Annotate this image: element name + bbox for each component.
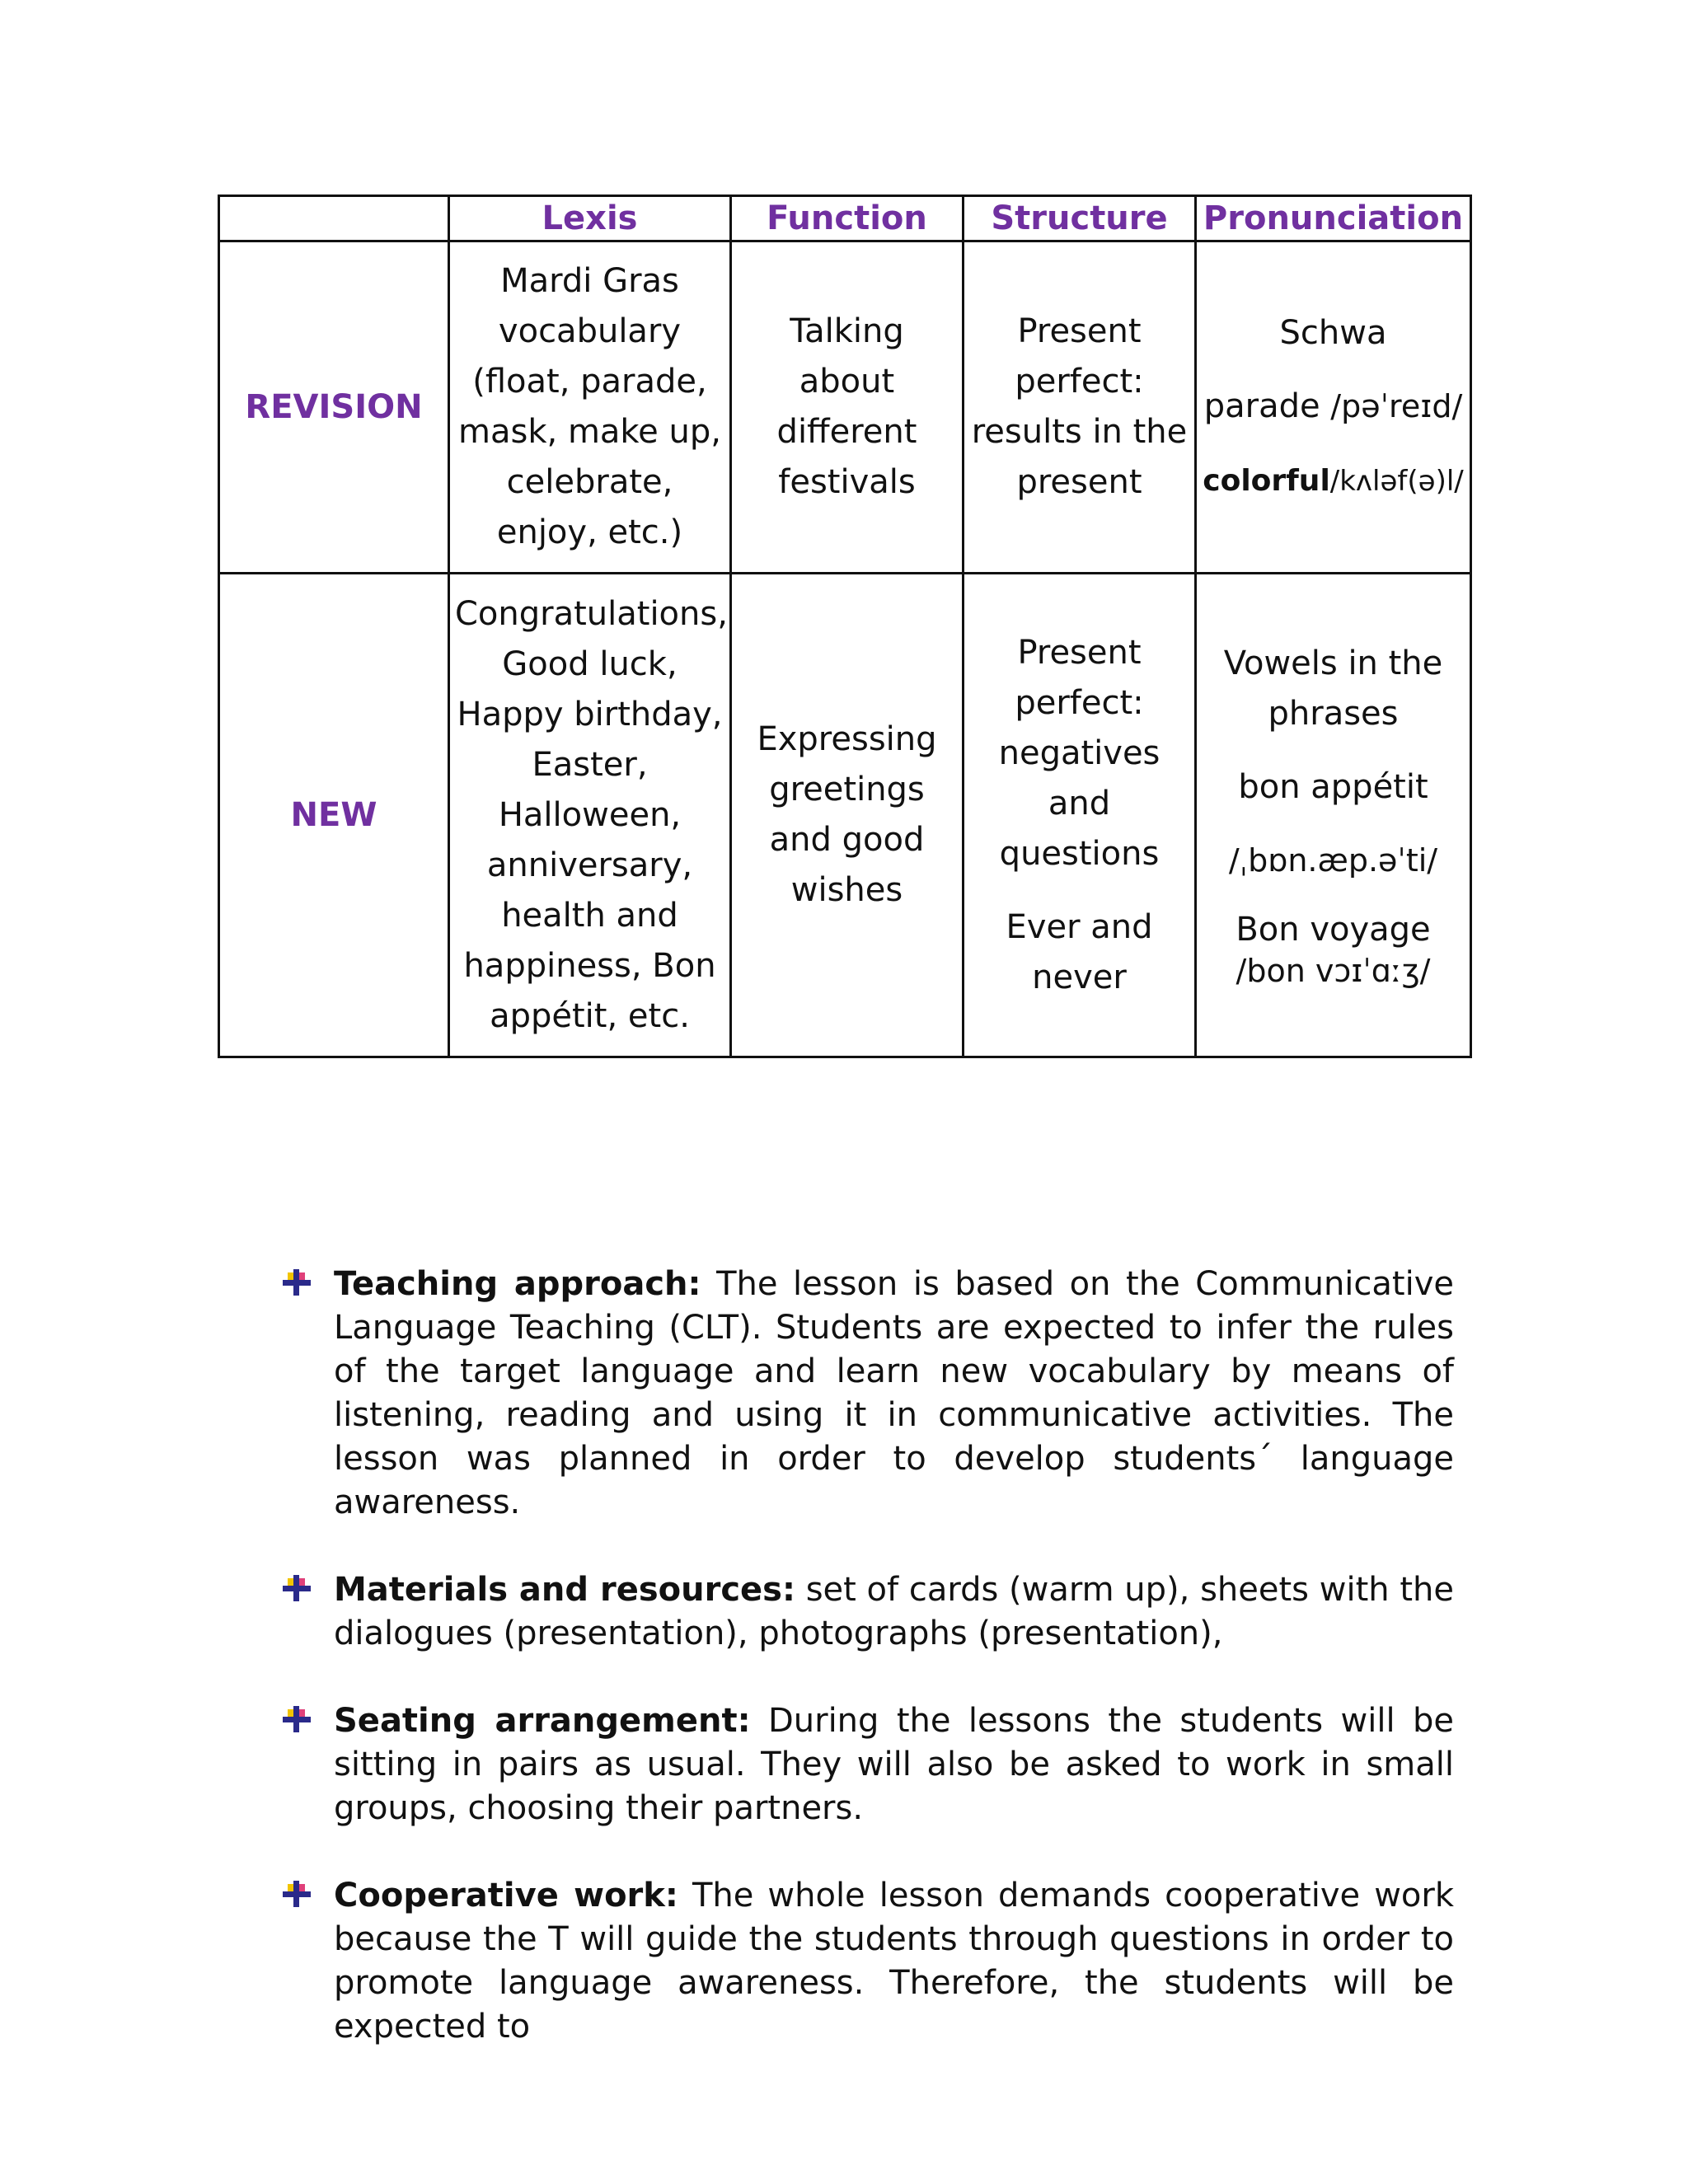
- pronunciation-title: phrases: [1268, 695, 1399, 733]
- revision-function-cell: [731, 241, 964, 574]
- bullet-text: During the lessons the students will be sitting in pairs as usual. They will also be asked to work in small groups, choosing their partners.: [334, 1702, 1454, 1827]
- bullet-label: Teaching approach:: [334, 1265, 701, 1303]
- bullet-label: Seating arrangement:: [334, 1702, 751, 1740]
- header-function: Function: [731, 196, 964, 241]
- header-structure: Structure: [964, 196, 1196, 241]
- revision-function-line: Talking: [790, 312, 904, 350]
- new-structure-line: perfect:: [1015, 683, 1144, 722]
- header-lexis: Lexis: [449, 196, 731, 241]
- example-ipa: /pəˈreɪd/: [1330, 387, 1463, 424]
- pronunciation-example: [1202, 455, 1465, 507]
- cross-bullet-icon: [280, 1266, 313, 1299]
- revision-structure-line: perfect:: [1015, 363, 1144, 401]
- revision-function-line: festivals: [778, 463, 916, 501]
- header-pronunciation: Pronunciation: [1196, 196, 1471, 241]
- table-header-row: [219, 196, 1471, 241]
- revision-lexis-line: celebrate,: [506, 463, 673, 501]
- pronunciation-ipa: /bon vɔɪˈɑːʒ/: [1236, 953, 1431, 989]
- pronunciation-phrase: Bon voyage: [1236, 911, 1431, 949]
- new-function-line: greetings: [769, 771, 925, 808]
- example-word: parade: [1203, 387, 1320, 425]
- new-lexis-line: Easter,: [532, 745, 648, 784]
- revision-structure-cell: [964, 241, 1196, 574]
- new-function-line: Expressing: [757, 720, 937, 758]
- revision-function-line: about: [799, 363, 895, 401]
- table-row-new: [219, 574, 1471, 1057]
- new-structure-line: Ever and: [1006, 907, 1153, 946]
- row-label-revision: REVISION: [219, 241, 449, 574]
- new-lexis-line: Happy birthday,: [457, 695, 723, 733]
- pronunciation-title: Vowels in the: [1223, 644, 1443, 682]
- bullet-teaching-approach: [280, 1263, 1454, 1525]
- new-structure-line: questions: [999, 834, 1160, 873]
- new-lexis-line: appétit, etc.: [490, 996, 690, 1035]
- new-lexis-cell: [449, 574, 731, 1057]
- bullet-text: The whole lesson demands cooperative work because the T will guide the students through questions in order to promote language awareness. Therefore, the students will be expected to: [334, 1877, 1455, 2046]
- cross-bullet-icon: [280, 1703, 313, 1736]
- revision-structure-line: Present: [1017, 312, 1142, 350]
- lesson-plan-table: [218, 194, 1472, 1058]
- pronunciation-phrase: bon appétit: [1238, 768, 1428, 806]
- revision-lexis-line: mask, make up,: [458, 413, 721, 451]
- new-lexis-line: Good luck,: [502, 644, 678, 683]
- revision-lexis-cell: [449, 241, 731, 574]
- row-label-new: NEW: [219, 574, 449, 1057]
- bullet-list: [280, 1263, 1454, 2093]
- cross-bullet-icon: [280, 1877, 313, 1910]
- new-structure-line: and: [1048, 784, 1111, 823]
- new-lexis-line: anniversary,: [486, 846, 693, 884]
- revision-structure-line: present: [1016, 463, 1142, 501]
- new-structure-cell: [964, 574, 1196, 1057]
- revision-structure-line: results in the: [971, 413, 1188, 451]
- bullet-seating: [280, 1699, 1454, 1830]
- bullet-label: Cooperative work:: [334, 1877, 678, 1915]
- pronunciation-example: [1202, 382, 1465, 432]
- new-function-cell: [731, 574, 964, 1057]
- bullet-text: The lesson is based on the Communicative Language Teaching (CLT). Students are expected to infer the rules of the target language and learn new vocabulary by means of listening, reading and using it in communicative activities. The lesson was planned in order to develop students´ language awareness.: [334, 1265, 1454, 1521]
- revision-lexis-line: (float, parade,: [472, 363, 707, 401]
- bullet-label: Materials and resources:: [334, 1571, 795, 1609]
- bullet-cooperative: [280, 1874, 1454, 2049]
- pronunciation-ipa: /ˌbɒn.æp.əˈti/: [1228, 842, 1438, 879]
- new-lexis-line: happiness, Bon: [463, 946, 716, 985]
- revision-pronunciation-cell: [1196, 241, 1471, 574]
- new-pronunciation-cell: [1196, 574, 1471, 1057]
- new-structure-line: negatives: [998, 733, 1160, 772]
- cross-bullet-icon: [280, 1572, 313, 1605]
- revision-lexis-line: enjoy, etc.): [496, 513, 683, 551]
- header-empty-cell: [219, 196, 449, 241]
- new-structure-line: Present: [1017, 633, 1142, 672]
- new-structure-line: never: [1032, 958, 1127, 996]
- new-lexis-line: health and: [501, 896, 678, 935]
- pronunciation-title: Schwa: [1279, 313, 1387, 352]
- bullet-text: set of cards (warm up), sheets with the dialogues (presentation), photographs (presentation),: [334, 1571, 1454, 1652]
- new-function-line: wishes: [790, 871, 903, 909]
- new-lexis-line: Congratulations,: [455, 594, 728, 633]
- new-function-line: and good: [769, 821, 925, 859]
- revision-lexis-line: vocabulary: [498, 312, 682, 350]
- example-ipa: /kʌləf(ə)l/: [1329, 464, 1464, 498]
- new-lexis-line: Halloween,: [498, 795, 682, 834]
- example-word: colorful: [1203, 463, 1330, 498]
- table-row-revision: [219, 241, 1471, 574]
- bullet-materials: [280, 1568, 1454, 1656]
- revision-lexis-line: Mardi Gras: [500, 262, 679, 300]
- revision-function-line: different: [776, 413, 917, 451]
